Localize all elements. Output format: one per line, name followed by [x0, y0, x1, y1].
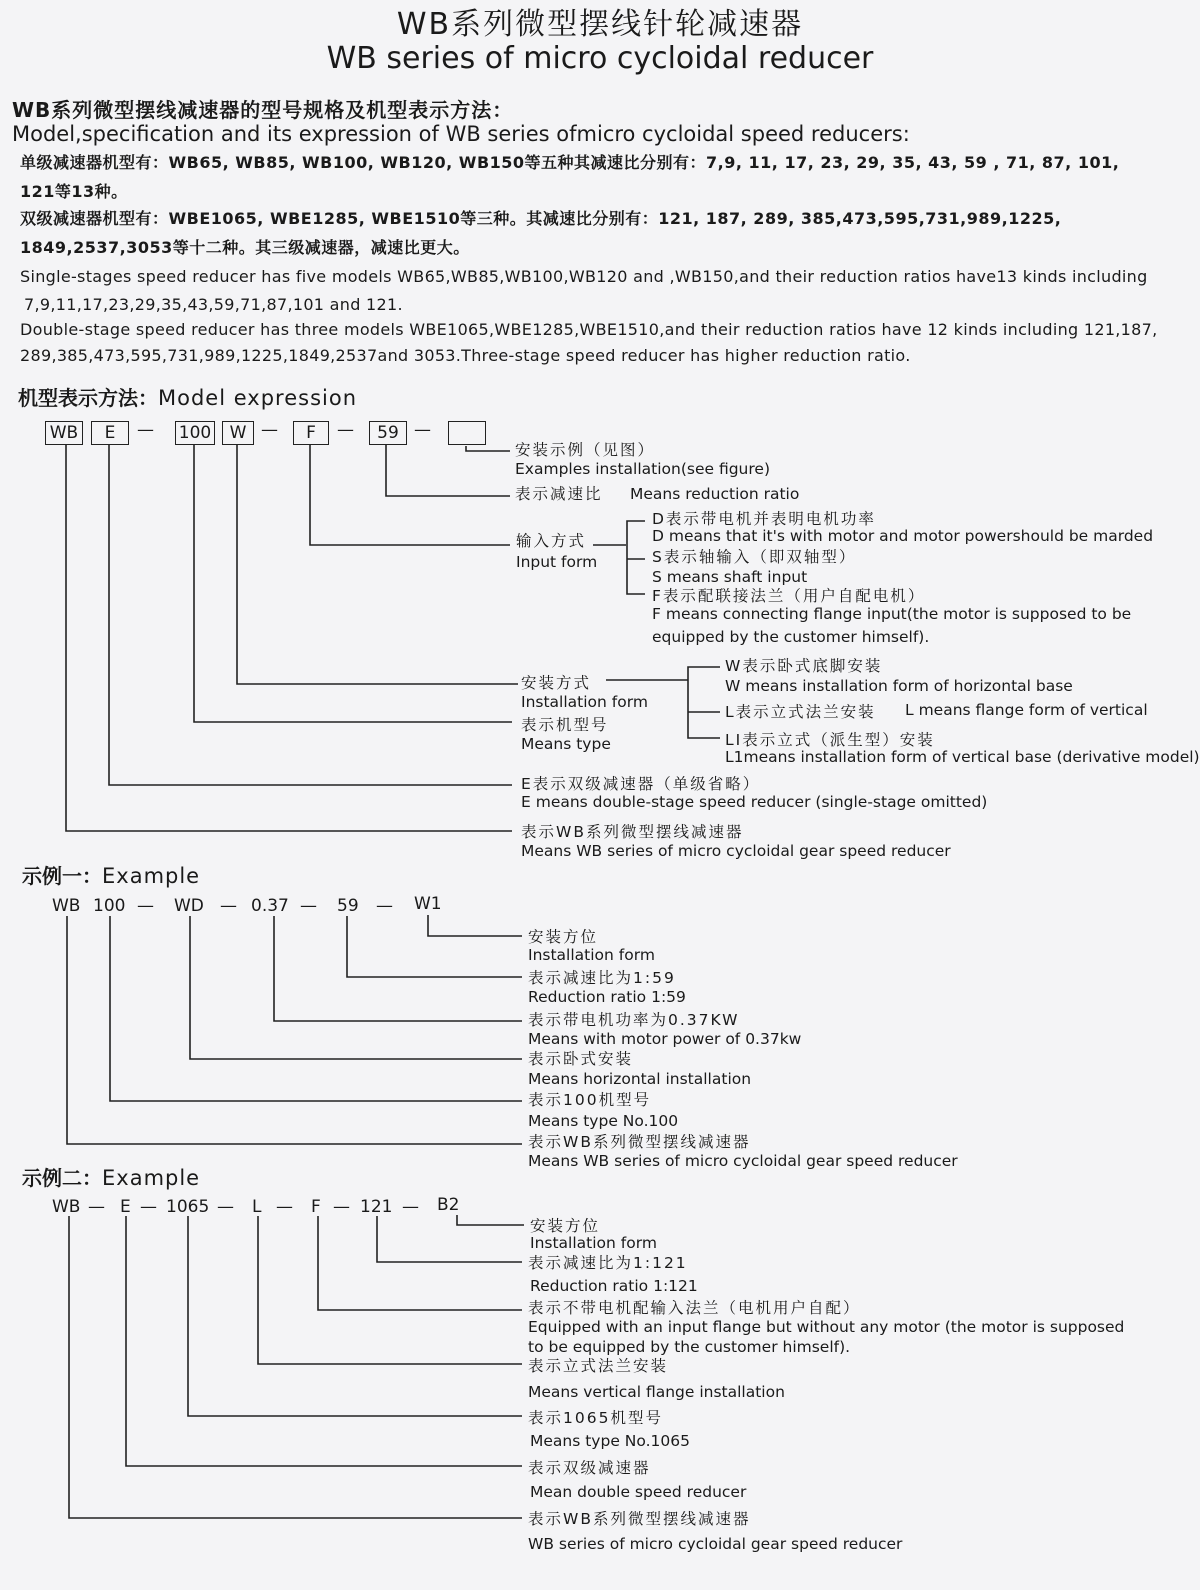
label-ratio-en: Means reduction ratio — [630, 485, 800, 503]
example1-label-cn: 表示WB系列微型摆线减速器 — [528, 1133, 751, 1151]
label-ratio-cn: 表示减速比 — [515, 485, 603, 503]
example2-label-en: Means vertical flange installation — [528, 1383, 785, 1401]
example2-label-cn: 安装方位 — [530, 1217, 601, 1235]
example2-dash: — — [217, 1197, 234, 1217]
leader-line — [190, 916, 522, 1059]
leader-line — [258, 1216, 522, 1364]
leader-line — [310, 445, 510, 545]
example1-code: 100 — [93, 896, 126, 916]
leader-line — [377, 1216, 522, 1262]
example1-label-en: Means type No.100 — [528, 1112, 679, 1130]
leader-line — [347, 916, 522, 977]
example2-code: 1065 — [166, 1197, 210, 1217]
example1-code: 59 — [337, 896, 359, 916]
label-type-cn: 表示机型号 — [521, 716, 609, 734]
code-box-install: W — [222, 421, 254, 445]
example2-code: WB — [52, 1197, 81, 1217]
intro-en-line: 289,385,473,595,731,989,1225,1849,2537and 3053.Three-stage speed reducer has higher reduction ratio. — [20, 346, 911, 365]
label-input-en: Input form — [516, 553, 598, 571]
label-input-cn: 输入方式 — [516, 532, 587, 550]
example1-label-en: Installation form — [528, 946, 655, 964]
example2-label-en: WB series of micro cycloidal gear speed reducer — [528, 1535, 903, 1553]
label-e-en: E means double-stage speed reducer (single-stage omitted) — [521, 793, 988, 811]
page-title-cn: WB系列微型摆线针轮减速器 — [396, 7, 804, 42]
label-input-f-en: F means connecting flange input(the motor is supposed to be — [652, 605, 1132, 623]
label-input-f-cn: F表示配联接法兰（用户自配电机） — [652, 587, 926, 605]
code-dash: — — [337, 420, 354, 440]
leader-line — [274, 916, 522, 1021]
example1-code: W1 — [414, 894, 442, 914]
code-dash: — — [414, 420, 431, 440]
leader-line — [188, 1216, 522, 1416]
example1-label-cn: 表示卧式安装 — [528, 1050, 634, 1068]
label-inst-w-cn: W表示卧式底脚安装 — [725, 657, 883, 675]
model-expression-heading-en: Model expression — [158, 386, 358, 410]
leader-line — [66, 445, 512, 831]
example2-label-en: Reduction ratio 1:121 — [530, 1277, 698, 1295]
example1-label-cn: 安装方位 — [528, 928, 599, 946]
example2-label-cn: 表示不带电机配输入法兰（电机用户自配） — [528, 1299, 861, 1317]
leader-line — [688, 667, 720, 738]
example1-dash: — — [376, 896, 393, 916]
label-input-s-cn: S表示轴输入（即双轴型） — [652, 548, 857, 566]
example2-heading-en: Example — [102, 1166, 201, 1190]
example1-label-cn: 表示减速比为1:59 — [528, 969, 676, 987]
label-wb-en: Means WB series of micro cycloidal gear speed reducer — [521, 842, 951, 860]
code-box-wb: WB — [45, 421, 83, 445]
example2-label-cn: 表示1065机型号 — [528, 1409, 663, 1427]
label-inst-l-en: L means flange form of vertical — [905, 701, 1148, 719]
intro-cn-line: 单级减速器机型有：WB65, WB85, WB100, WB120, WB150等五种其减速比分别有：7,9, 11, 17, 23, 29, 35, 43, 59 , 71, 87, 101, — [20, 153, 1120, 172]
leader-line — [126, 1216, 522, 1466]
code-dash: — — [261, 420, 278, 440]
code-box-type: 100 — [175, 421, 215, 445]
example2-label-en: Mean double speed reducer — [530, 1483, 747, 1501]
label-wb-cn: 表示WB系列微型摆线减速器 — [521, 823, 744, 841]
label-e-cn: E表示双级减速器（单级省略） — [521, 775, 761, 793]
example2-dash: — — [140, 1197, 157, 1217]
example2-dash: — — [402, 1197, 419, 1217]
example1-label-en: Means horizontal installation — [528, 1070, 752, 1088]
example2-label-en: to be equipped by the customer himself). — [528, 1338, 851, 1356]
example1-label-en: Means WB series of micro cycloidal gear speed reducer — [528, 1152, 958, 1170]
example2-label-en: Installation form — [530, 1234, 657, 1252]
label-input-s-en: S means shaft input — [652, 568, 808, 586]
leader-line — [457, 1215, 524, 1225]
leader-line — [67, 916, 522, 1144]
example2-label-cn: 表示WB系列微型摆线减速器 — [528, 1510, 751, 1528]
intro-en-line: 7,9,11,17,23,29,35,43,59,71,87,101 and 121. — [24, 295, 403, 314]
example2-code: B2 — [437, 1195, 460, 1215]
example1-code: 0.37 — [251, 896, 289, 916]
model-expression-heading-cn: 机型表示方法： — [18, 386, 158, 410]
intro-heading-en: Model,specification and its expression of WB series ofmicro cycloidal speed reducers: — [12, 122, 910, 146]
page-title-en: WB series of micro cycloidal reducer — [326, 41, 874, 76]
label-install-example-en: Examples installation(see figure) — [515, 460, 770, 478]
label-type-en: Means type — [521, 735, 611, 753]
example2-dash: — — [88, 1197, 105, 1217]
intro-en-line: Double-stage speed reducer has three models WBE1065,WBE1285,WBE1510,and their reduction ratios have 12 kinds including 121,187, — [20, 320, 1158, 339]
example1-heading-cn: 示例一： — [22, 864, 102, 888]
code-dash: — — [137, 420, 154, 440]
label-inst-l1-cn: LI表示立式（派生型）安装 — [725, 731, 935, 749]
example2-code: 121 — [360, 1197, 393, 1217]
example2-label-cn: 表示立式法兰安装 — [528, 1357, 669, 1375]
example1-dash: — — [300, 896, 317, 916]
leader-line — [386, 445, 510, 496]
leader-line — [237, 445, 518, 684]
example2-heading-cn: 示例二： — [22, 1166, 102, 1190]
example1-label-en: Means with motor power of 0.37kw — [528, 1030, 802, 1048]
code-box-ratio: 59 — [369, 421, 407, 445]
intro-cn-line: 双级减速器机型有：WBE1065, WBE1285, WBE1510等三种。其减速比分别有：121, 187, 289, 385,473,595,731,989,1225, — [20, 209, 1062, 228]
example2-code: E — [120, 1197, 131, 1217]
code-box-input: F — [293, 421, 329, 445]
example1-label-en: Reduction ratio 1:59 — [528, 988, 686, 1006]
label-inst-l1-en: L1means installation form of vertical base (derivative model) — [725, 748, 1200, 766]
example1-label-cn: 表示100机型号 — [528, 1091, 652, 1109]
example2-label-cn: 表示双级减速器 — [528, 1459, 651, 1477]
leader-line — [194, 445, 512, 722]
example1-code: WD — [174, 896, 204, 916]
example2-label-cn: 表示减速比为1:121 — [528, 1254, 688, 1272]
example2-dash: — — [276, 1197, 293, 1217]
label-install-example-cn: 安装示例（见图） — [515, 441, 656, 459]
example2-label-en: Equipped with an input flange but without any motor (the motor is supposed — [528, 1318, 1125, 1336]
example2-label-en: Means type No.1065 — [530, 1432, 690, 1450]
label-input-d-en: D means that it's with motor and motor powershould be marded — [652, 527, 1154, 545]
example1-dash: — — [220, 896, 237, 916]
leader-line — [110, 916, 522, 1101]
code-box-e: E — [91, 421, 129, 445]
intro-en-line: Single-stages speed reducer has five models WB65,WB85,WB100,WB120 and ,WB150,and their reduction ratios have13 kinds including — [20, 267, 1148, 286]
example1-dash: — — [137, 896, 154, 916]
example1-heading-en: Example — [102, 864, 201, 888]
intro-cn-line: 1849,2537,3053等十二种。其三级减速器，减速比更大。 — [20, 238, 470, 257]
leader-line — [466, 446, 510, 451]
leader-line — [627, 521, 645, 594]
label-install-en: Installation form — [521, 693, 648, 711]
intro-cn-line: 121等13种。 — [20, 182, 128, 201]
example2-dash: — — [333, 1197, 350, 1217]
example2-code: F — [311, 1197, 321, 1217]
example1-label-cn: 表示带电机功率为0.37KW — [528, 1011, 740, 1029]
example1-code: WB — [52, 896, 81, 916]
label-input-f-en: equipped by the customer himself). — [652, 628, 930, 646]
label-install-cn: 安装方式 — [521, 674, 592, 692]
intro-heading-cn: WB系列微型摆线减速器的型号规格及机型表示方法： — [12, 98, 514, 122]
label-inst-l-cn: L表示立式法兰安装 — [725, 703, 876, 721]
label-inst-w-en: W means installation form of horizontal base — [725, 677, 1073, 695]
leader-line — [318, 1216, 522, 1310]
label-input-d-cn: D表示带电机并表明电机功率 — [652, 510, 876, 528]
leader-line — [428, 915, 522, 936]
example2-code: L — [252, 1197, 262, 1217]
